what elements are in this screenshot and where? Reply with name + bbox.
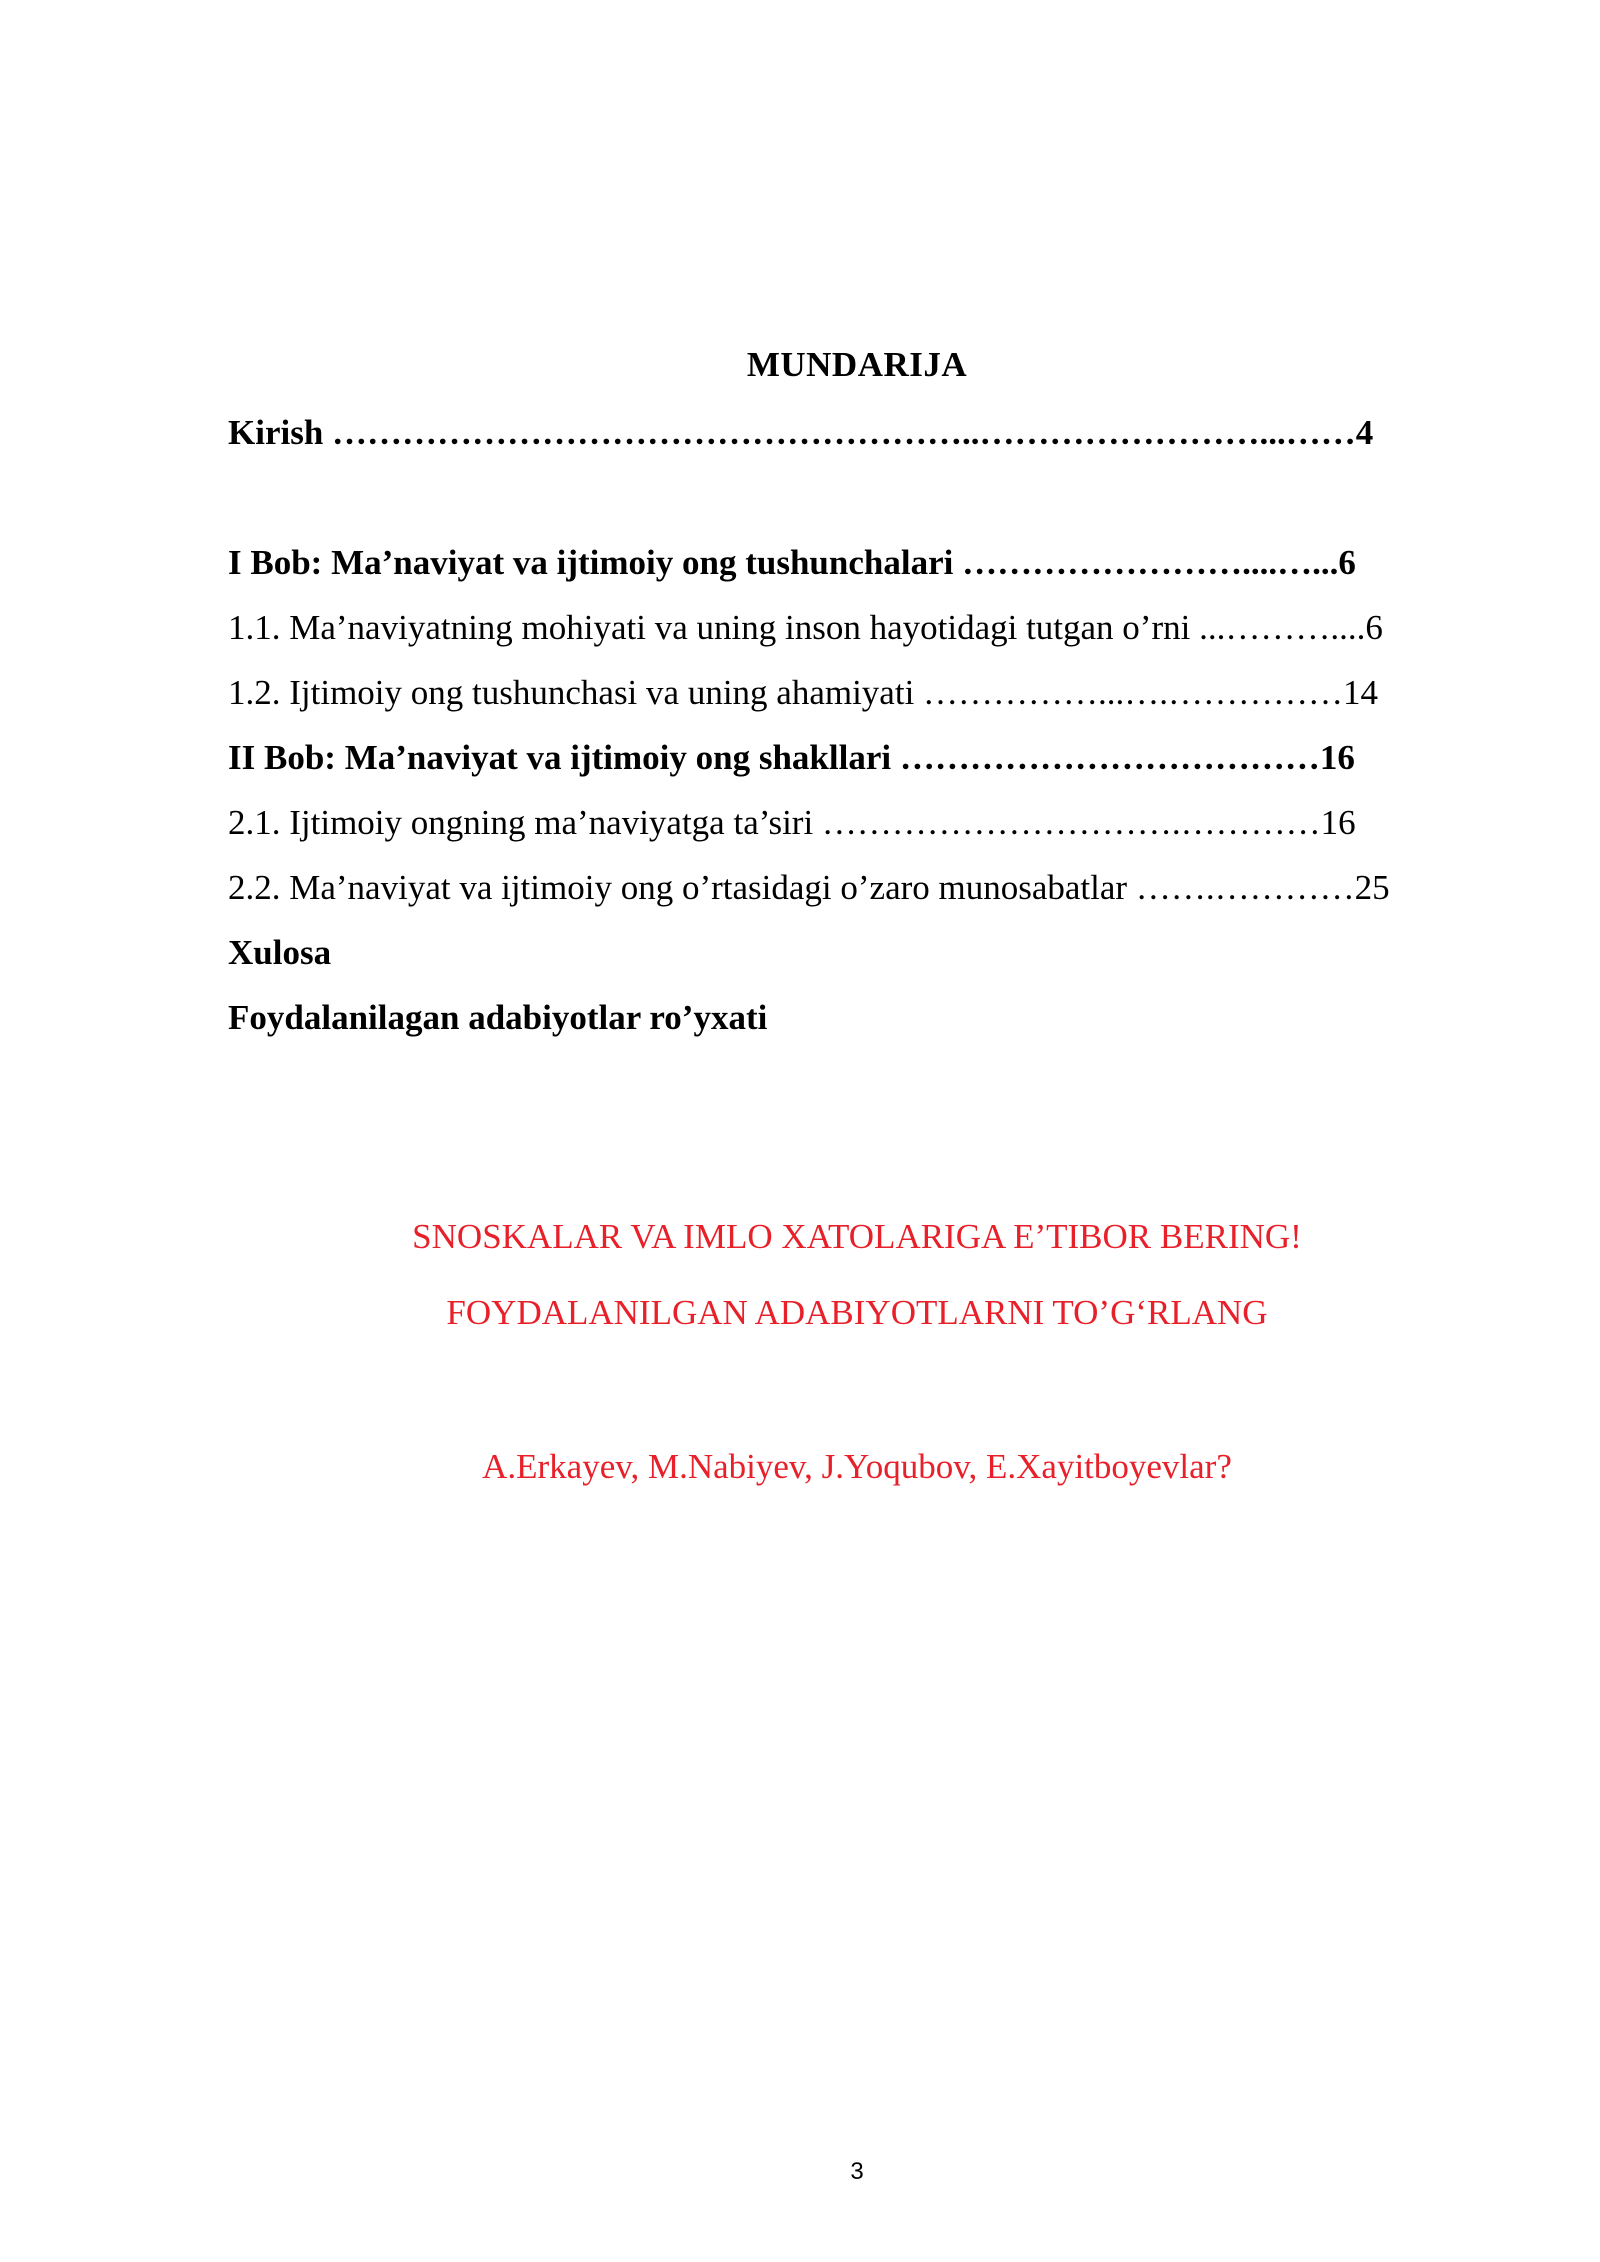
toc-entry-section-1-2: 1.2. Ijtimoiy ong tushunchasi va uning ahamiyati ……………...….……………14: [228, 673, 1379, 712]
toc-entry-references: Foydalanilagan adabiyotlar ro’yxati: [228, 998, 768, 1037]
toc-entry-chapter-2: II Bob: Ma’naviyat va ijtimoiy ong shakllari ………………………………16: [228, 738, 1355, 777]
toc-entry-section-2-1: 2.1. Ijtimoiy ongning ma’naviyatga ta’siri ………………………….…………16: [228, 803, 1356, 842]
toc-entry-chapter-1: I Bob: Ma’naviyat va ijtimoiy ong tushunchalari ……………………....…...6: [228, 543, 1356, 582]
toc-title: MUNDARIJA: [746, 345, 968, 384]
toc-entry-conclusion: Xulosa: [228, 933, 332, 972]
page-number: 3: [850, 2158, 864, 2185]
review-note-footnotes: SNOSKALAR VA IMLO XATOLARIGA E’TIBOR BERING!: [412, 1217, 1302, 1256]
review-note-references: FOYDALANILGAN ADABIYOTLARNI TO’G‘RLANG: [446, 1293, 1268, 1332]
toc-entry-kirish: Kirish ………………………………………………..……………………...……4: [228, 413, 1374, 452]
toc-entry-section-2-2: 2.2. Ma’naviyat va ijtimoiy ong o’rtasidagi o’zaro munosabatlar …….…………25: [228, 868, 1390, 907]
toc-entry-section-1-1: 1.1. Ma’naviyatning mohiyati va uning inson hayotidagi tutgan o’rni ...………....6: [228, 608, 1383, 647]
review-note-authors: A.Erkayev, M.Nabiyev, J.Yoqubov, E.Xayitboyevlar?: [482, 1447, 1232, 1486]
